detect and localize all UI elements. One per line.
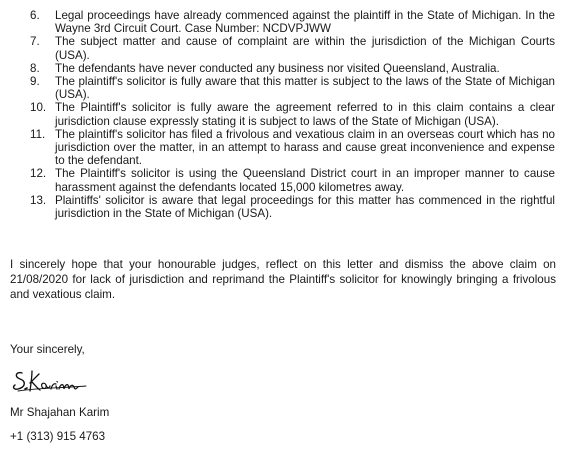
clause-item [0,101,581,127]
clause-item [0,35,581,61]
clause-list [0,9,581,220]
closing-paragraph: I sincerely hope that your honourable judges, reflect on this letter and dismiss the above claim on 21/08/2020 for lack of jurisdiction and reprimand the Plaintiff's solicitor for knowingly bringing a frivolous and vexatious claim. [10,258,556,301]
clause-number: 10. [30,101,47,115]
clause-number: 12. [30,167,47,181]
clause-number: 8. [30,61,40,75]
handwritten-signature [12,367,90,395]
clause-text: Plaintiffs' solicitor is aware that legal proceedings for this matter has commenced in the rightful jurisdiction in the State of Michigan (USA). [55,193,555,221]
clause-item [0,128,581,168]
clause-number: 11. [30,127,46,141]
clause-text: Legal proceedings have already commenced against the plaintiff in the State of Michigan. In the Wayne 3rd Circuit Court. Case Number: NCDVPJWW [55,9,555,36]
clause-text: The defendants have never conducted any business nor visited Queensland, Australia. [55,61,500,75]
clause-number: 9. [30,75,40,89]
salutation: Your sincerely, [10,343,85,356]
clause-text: The plaintiff's solicitor is fully aware that this matter is subject to the laws of the State of Michigan (USA). [55,75,555,102]
clause-text: The plaintiff's solicitor has filed a frivolous and vexatious claim in an overseas court which has no jurisdiction over the matter, in an attempt to harass and cause great inconvenience and expense to the defendant. [55,127,555,168]
clause-item [0,75,581,101]
clause-item [0,194,581,220]
clause-number: 6. [30,9,40,22]
clause-text: The Plaintiff's solicitor is fully aware the agreement referred to in this claim contains a clear jurisdiction clause expressly stating it is subject to laws of the State of Michigan (USA). [55,101,555,128]
clause-item [0,167,581,193]
clause-number: 7. [30,35,40,49]
clause-text: The Plaintiff's solicitor is using the Queensland District court in an improper manner to cause harassment against the defendants located 15,000 kilometres away. [55,167,555,194]
clause-item [0,62,581,75]
clause-text: The subject matter and cause of complaint are within the jurisdiction of the Michigan Courts (USA). [55,35,555,62]
clause-item [0,9,581,35]
sender-name: Mr Shajahan Karim [10,406,110,419]
clause-number: 13. [30,193,47,207]
sender-phone: +1 (313) 915 4763 [10,430,106,443]
